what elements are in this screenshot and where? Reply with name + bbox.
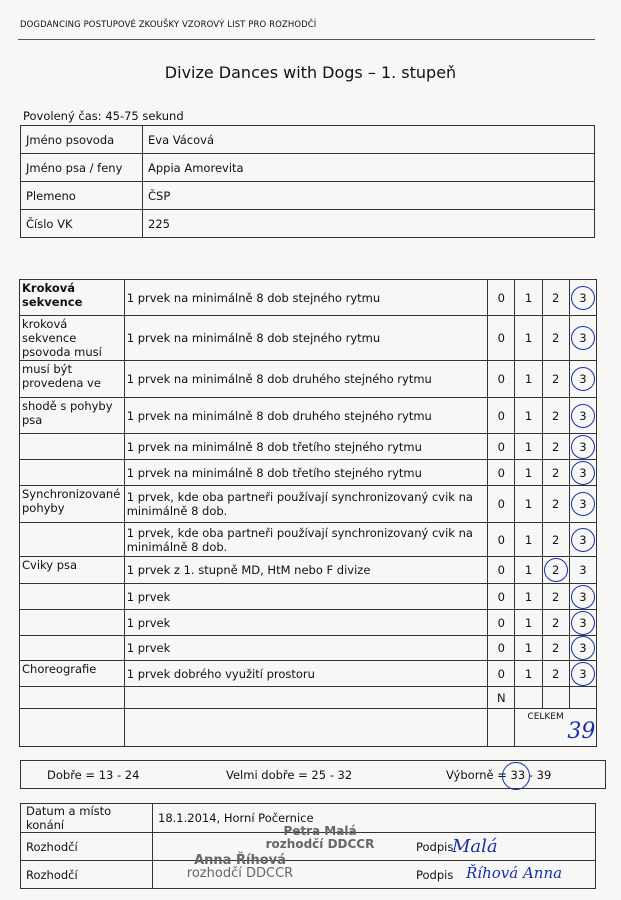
score-row — [20, 460, 597, 486]
score-cell — [569, 636, 596, 661]
score-value-2: 2 — [552, 372, 560, 386]
score-cell — [569, 584, 596, 610]
total-cell — [515, 709, 597, 747]
category-label: kroková sekvence psovoda musí — [20, 316, 125, 361]
score-row-empty — [20, 687, 597, 709]
category-label — [20, 709, 125, 747]
score-cell — [515, 316, 542, 361]
score-table-body — [20, 280, 597, 747]
info-row — [21, 154, 595, 182]
criterion-description: 1 prvek z 1. stupně MD, HtM nebo F divize — [124, 557, 488, 584]
score-cell — [542, 434, 569, 460]
score-cell — [488, 523, 515, 557]
score-cell — [488, 486, 515, 523]
selected-score-3: 3 — [571, 435, 595, 459]
score-cell — [488, 709, 515, 747]
score-value-2: 2 — [552, 465, 560, 480]
category-label: shodě s pohyby psa — [20, 398, 125, 434]
criterion-description: 1 prvek na minimálně 8 dob stejného rytmu — [124, 316, 488, 361]
score-value-1: 1 — [524, 465, 533, 480]
score-value-0: 0 — [497, 439, 505, 454]
criterion-description: 1 prvek — [124, 584, 488, 610]
score-cell — [488, 584, 515, 610]
score-value-2: 2 — [552, 439, 560, 454]
sign-label: Podpis — [416, 840, 454, 854]
category-label: Synchronizované pohyby — [20, 486, 125, 523]
info-label: Jméno psa / feny — [21, 154, 143, 182]
rating-excellent: Výborně = 33 - 39 — [446, 768, 552, 782]
header-divider — [18, 39, 595, 40]
score-value-0: 0 — [497, 372, 505, 386]
criterion-description — [124, 687, 488, 709]
info-row — [21, 210, 595, 238]
stamp-name: Petra Malá — [283, 824, 357, 838]
score-cell — [488, 610, 515, 636]
score-cell — [515, 687, 542, 709]
category-label — [20, 460, 125, 486]
score-value-2: 2 — [552, 666, 560, 681]
n-label: N — [497, 690, 506, 705]
score-value-2: 2 — [552, 497, 560, 511]
score-row — [20, 361, 597, 398]
score-cell — [542, 636, 569, 661]
selected-score-3: 3 — [571, 662, 595, 686]
selected-score-3: 3 — [571, 461, 595, 485]
score-value-2: 2 — [552, 408, 560, 423]
score-cell — [488, 557, 515, 584]
total-score: 39 — [567, 719, 596, 744]
selected-score-3: 3 — [571, 528, 595, 552]
score-cell — [488, 361, 515, 398]
selected-score-3: 3 — [571, 404, 595, 428]
excellent-circle-mark — [502, 762, 530, 790]
competitor-info-table — [20, 125, 595, 238]
score-cell — [515, 610, 542, 636]
score-cell — [488, 460, 515, 486]
score-value-1: 1 — [524, 589, 533, 604]
score-cell — [542, 316, 569, 361]
score-cell — [569, 610, 596, 636]
score-cell — [569, 661, 596, 687]
total-label: CELKEM — [527, 712, 564, 722]
criterion-description: 1 prvek na minimálně 8 dob třetího stejného rytmu — [124, 434, 488, 460]
score-cell — [542, 584, 569, 610]
score-value-0: 0 — [497, 641, 505, 655]
score-value-1: 1 — [524, 290, 533, 305]
score-cell — [515, 557, 542, 584]
score-cell — [542, 361, 569, 398]
score-row — [20, 610, 597, 636]
judge-stamp-2 — [175, 854, 305, 880]
rating-good: Dobře = 13 - 24 — [47, 768, 140, 782]
score-cell — [515, 361, 542, 398]
category-label — [20, 584, 125, 610]
judge-stamp-1 — [255, 825, 385, 851]
score-cell — [542, 557, 569, 584]
score-value-1: 1 — [524, 563, 533, 577]
score-cell — [515, 486, 542, 523]
info-label: Číslo VK — [21, 210, 143, 238]
category-label — [20, 610, 125, 636]
score-value-1: 1 — [524, 408, 533, 423]
score-cell — [542, 610, 569, 636]
info-row — [21, 126, 595, 154]
score-row — [20, 434, 597, 460]
score-row — [20, 486, 597, 523]
score-value-2: 2 — [552, 290, 560, 305]
info-label: Jméno psovoda — [21, 126, 143, 154]
stamp-role: rozhodčí DDCCR — [186, 866, 294, 881]
score-value-0: 0 — [497, 532, 505, 547]
score-value-1: 1 — [524, 439, 533, 454]
score-row — [20, 523, 597, 557]
score-value-1: 1 — [524, 372, 533, 386]
score-cell — [515, 584, 542, 610]
score-cell — [515, 280, 542, 316]
score-cell — [488, 687, 515, 709]
score-cell — [569, 398, 596, 434]
score-cell — [488, 398, 515, 434]
score-cell — [515, 523, 542, 557]
judge-label: Rozhodčí — [21, 861, 153, 889]
criterion-description: 1 prvek, kde oba partneři používají synchronizovaný cvik na minimálně 8 dob. — [124, 486, 488, 523]
score-cell — [515, 636, 542, 661]
category-label: Cviky psa — [20, 557, 125, 584]
score-cell — [569, 687, 596, 709]
score-cell — [542, 687, 569, 709]
criterion-description: 1 prvek dobrého využití prostoru — [124, 661, 488, 687]
score-value-0: 0 — [497, 408, 505, 423]
score-cell — [569, 557, 596, 584]
category-label — [20, 687, 125, 709]
score-row — [20, 661, 597, 687]
date-value: 18.1.2014, Horní Počernice — [153, 804, 596, 833]
score-value-0: 0 — [497, 331, 505, 345]
judge-label: Rozhodčí — [21, 833, 153, 861]
info-value: Eva Vácová — [143, 126, 595, 154]
date-label: Datum a místo konání — [21, 804, 153, 833]
score-row — [20, 280, 597, 316]
score-cell — [569, 434, 596, 460]
score-value-1: 1 — [524, 331, 533, 345]
criterion-description: 1 prvek na minimálně 8 dob stejného rytmu — [124, 280, 488, 316]
score-cell — [569, 460, 596, 486]
info-value: ČSP — [143, 182, 595, 210]
score-row — [20, 636, 597, 661]
selected-score-3: 3 — [571, 611, 595, 635]
score-cell — [515, 460, 542, 486]
selected-score-3: 3 — [571, 585, 595, 609]
rating-very-good: Velmi dobře = 25 - 32 — [226, 768, 353, 782]
category-label: Choreografie — [20, 661, 125, 687]
score-value-3: 3 — [579, 563, 587, 577]
info-value: 225 — [143, 210, 595, 238]
score-cell — [488, 316, 515, 361]
score-value-1: 1 — [524, 641, 533, 655]
stamp-name: Anna Říhová — [194, 853, 286, 868]
score-table — [19, 279, 597, 747]
criterion-description: 1 prvek na minimálně 8 dob druhého stejného rytmu — [124, 398, 488, 434]
score-cell — [488, 280, 515, 316]
score-value-1: 1 — [524, 615, 533, 630]
score-cell — [542, 661, 569, 687]
score-cell — [542, 398, 569, 434]
score-cell — [542, 523, 569, 557]
score-value-0: 0 — [497, 465, 505, 480]
score-value-2: 2 — [552, 331, 560, 345]
score-value-2: 2 — [552, 589, 560, 604]
score-row — [20, 316, 597, 361]
score-value-1: 1 — [524, 532, 533, 547]
score-cell — [488, 636, 515, 661]
category-label — [20, 523, 125, 557]
score-cell — [569, 361, 596, 398]
score-row — [20, 398, 597, 434]
score-cell — [569, 486, 596, 523]
selected-score-3: 3 — [571, 286, 595, 310]
score-cell — [515, 398, 542, 434]
selected-score-3: 3 — [571, 367, 595, 391]
judge-signature-1: Malá — [452, 836, 498, 857]
score-cell — [569, 316, 596, 361]
category-label — [20, 636, 125, 661]
category-label — [20, 434, 125, 460]
score-value-1: 1 — [524, 666, 533, 681]
selected-score-3: 3 — [571, 326, 595, 350]
score-cell — [542, 460, 569, 486]
criterion-description: 1 prvek na minimálně 8 dob druhého stejného rytmu — [124, 361, 488, 398]
score-value-0: 0 — [497, 666, 505, 681]
score-row — [20, 557, 597, 584]
stamp-role: rozhodčí DDCCR — [265, 837, 375, 851]
score-cell — [542, 486, 569, 523]
score-value-0: 0 — [497, 589, 505, 604]
criterion-description: 1 prvek — [124, 610, 488, 636]
criterion-description: 1 prvek, kde oba partneři používají synchronizovaný cvik na minimálně 8 dob. — [124, 523, 488, 557]
score-cell — [488, 434, 515, 460]
score-value-0: 0 — [497, 497, 505, 511]
score-value-2: 2 — [552, 532, 560, 547]
score-cell — [515, 661, 542, 687]
score-cell — [569, 523, 596, 557]
form-header: DOGDANCING POSTUPOVÉ ZKOUŠKY VZOROVÝ LIST PRO ROZHODČÍ — [20, 20, 317, 30]
score-cell — [515, 434, 542, 460]
score-value-2: 2 — [552, 615, 560, 630]
score-value-0: 0 — [497, 615, 505, 630]
info-label: Plemeno — [21, 182, 143, 210]
score-row — [20, 584, 597, 610]
score-cell — [569, 280, 596, 316]
score-value-1: 1 — [524, 497, 533, 511]
judge-signature-2: Říhová Anna — [466, 864, 563, 882]
criterion-description: 1 prvek — [124, 636, 488, 661]
selected-score-3: 3 — [571, 636, 595, 660]
criterion-description — [124, 709, 488, 747]
total-row — [20, 709, 597, 747]
score-value-0: 0 — [497, 290, 505, 305]
score-value-2: 2 — [552, 641, 560, 655]
score-value-0: 0 — [497, 563, 505, 577]
criterion-description: 1 prvek na minimálně 8 dob třetího stejného rytmu — [124, 460, 488, 486]
score-cell — [488, 661, 515, 687]
page-title: Divize Dances with Dogs – 1. stupeň — [164, 63, 457, 82]
allowed-time: Povolený čas: 45-75 sekund — [23, 109, 184, 123]
info-row — [21, 182, 595, 210]
sign-label: Podpis — [416, 868, 454, 882]
selected-score-2: 2 — [544, 558, 568, 582]
score-cell — [542, 280, 569, 316]
info-value: Appia Amorevita — [143, 154, 595, 182]
category-label: Kroková sekvence — [20, 280, 125, 316]
category-label: musí být provedena ve — [20, 361, 125, 398]
selected-score-3: 3 — [571, 492, 595, 516]
